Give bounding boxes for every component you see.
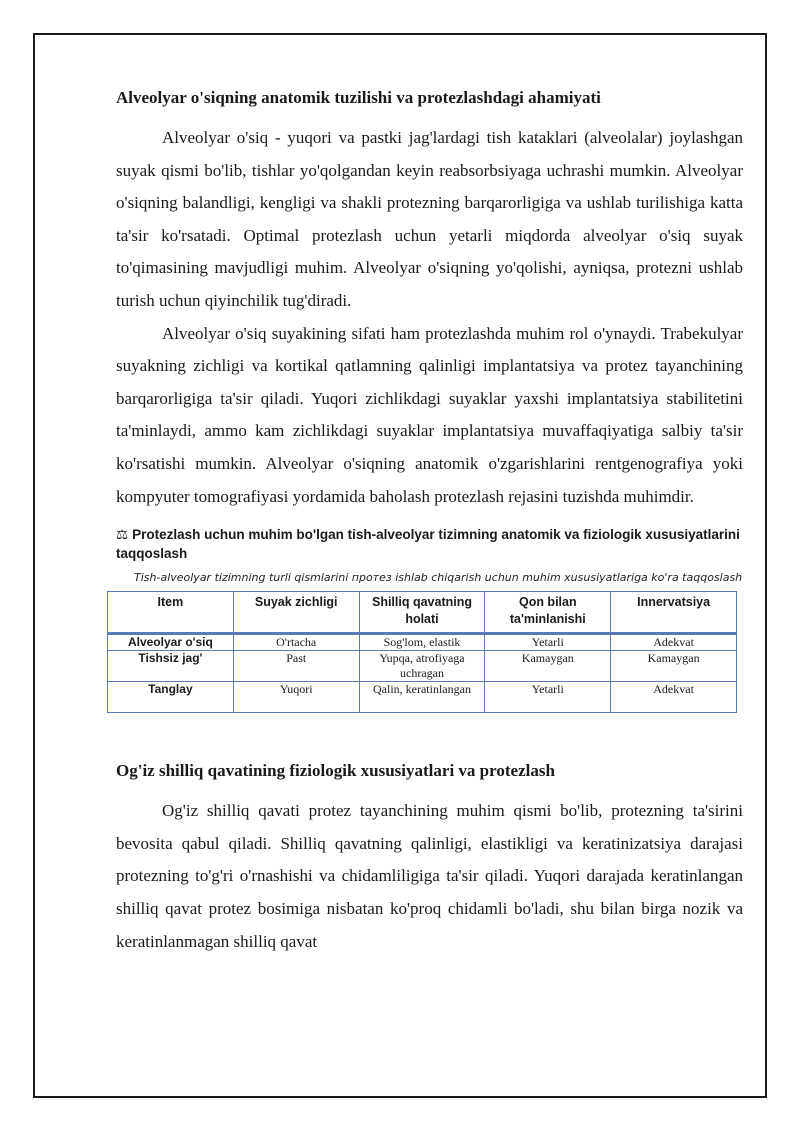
section-heading-mucosa: Og'iz shilliq qavatining fiziologik xususiyatlari va protezlash	[116, 761, 555, 781]
comparison-table	[107, 591, 737, 713]
table-cell: Kamaygan	[611, 651, 737, 682]
table-cell: Yuqori	[233, 682, 359, 713]
table-header-cell: Qon bilan ta'minlanishi	[485, 592, 611, 634]
table-cell: Alveolyar o'siq	[108, 634, 234, 651]
document-content	[116, 86, 743, 958]
table-cell: Sog'lom, elastik	[359, 634, 485, 651]
table-row	[108, 651, 737, 682]
table-cell: Yupqa, atrofiyaga uchragan	[359, 651, 485, 682]
section-heading-alveolar: Alveolyar o'siqning anatomik tuzilishi va protezlashdagi ahamiyati	[116, 88, 601, 107]
table-cell: Adekvat	[611, 634, 737, 651]
scale-icon: ⚖	[116, 527, 129, 543]
table-header-cell: Suyak zichligi	[233, 592, 359, 634]
table-cell: O'rtacha	[233, 634, 359, 651]
table-header-cell: Innervatsiya	[611, 592, 737, 634]
paragraph-alveolar-1: Alveolyar o'siq - yuqori va pastki jag'lardagi tish kataklari (alveolalar) joylashgan suyak qismi bo'lib, tishlar yo'qolgandan keyin reabsorbsiyaga uchrashi mumkin. Alveolyar o'siqning balandligi, kengligi va shakli protezning barqarorligiga va ushlab turilishiga katta ta'sir ko'rsatadi. Optimal protezlash uchun yetarli miqdorda alveolyar o'siq suyak to'qimasining mavjudligi muhim. Alveolyar o'siqning yo'qolishi, ayniqsa, protezni ushlab turish uchun qiyinchilik tug'diradi.	[116, 128, 743, 310]
table-header-row	[108, 592, 737, 634]
table-cell: Tanglay	[108, 682, 234, 713]
table-title	[116, 525, 743, 563]
table-cell: Adekvat	[611, 682, 737, 713]
table-cell: Yetarli	[485, 634, 611, 651]
table-caption: Tish-alveolyar tizimning turli qismlarini протез ishlab chiqarish uchun muhim xususiyatlariga ko'ra taqqoslash	[134, 571, 743, 585]
table-row	[108, 634, 737, 651]
table-cell: Qalin, keratinlangan	[359, 682, 485, 713]
table-cell: Tishsiz jag'	[108, 651, 234, 682]
paragraph-mucosa-1: Og'iz shilliq qavati protez tayanchining muhim qismi bo'lib, protezning ta'sirini bevosita qabul qiladi. Shilliq qavatning qalinligi, elastikligi va keratinizatsiya darajasi protezning to'g'ri o'rnashishi va chidamliligiga ta'sir qiladi. Yuqori darajada keratinlangan shilliq qavat protez bosimiga nisbatan ko'proq chidamli bo'ladi, shu bilan birga nozik va keratinlanmagan shilliq qavat	[116, 801, 743, 951]
table-header-cell: Item	[108, 592, 234, 634]
paragraph-alveolar-2: Alveolyar o'siq suyakining sifati ham protezlashda muhim rol o'ynaydi. Trabekulyar suyakning zichligi va kortikal qatlamning qalinligi implantatsiya va protez tayanchining barqarorligiga ta'sir qiladi. Yuqori zichlikdagi suyaklar yaxshi implantatsiya stabilitetini ta'minlaydi, ammo kam zichlikdagi suyaklar implantatsiya muvaffaqiyatiga salbiy ta'sir ko'rsatishi mumkin. Alveolyar o'siqning anatomik o'zgarishlarini rentgenografiya yoki kompyuter tomografiyasi yordamida baholash protezlash rejasini tuzishda muhimdir.	[116, 323, 743, 506]
comparison-table-block	[116, 525, 743, 713]
table-header-cell: Shilliq qavatning holati	[359, 592, 485, 634]
table-row	[108, 682, 737, 713]
table-cell: Kamaygan	[485, 651, 611, 682]
table-cell: Yetarli	[485, 682, 611, 713]
table-title-text: Protezlash uchun muhim bo'lgan tish-alveolyar tizimning anatomik va fiziologik xususiyatlarini taqqoslash	[116, 527, 740, 562]
table-cell: Past	[233, 651, 359, 682]
